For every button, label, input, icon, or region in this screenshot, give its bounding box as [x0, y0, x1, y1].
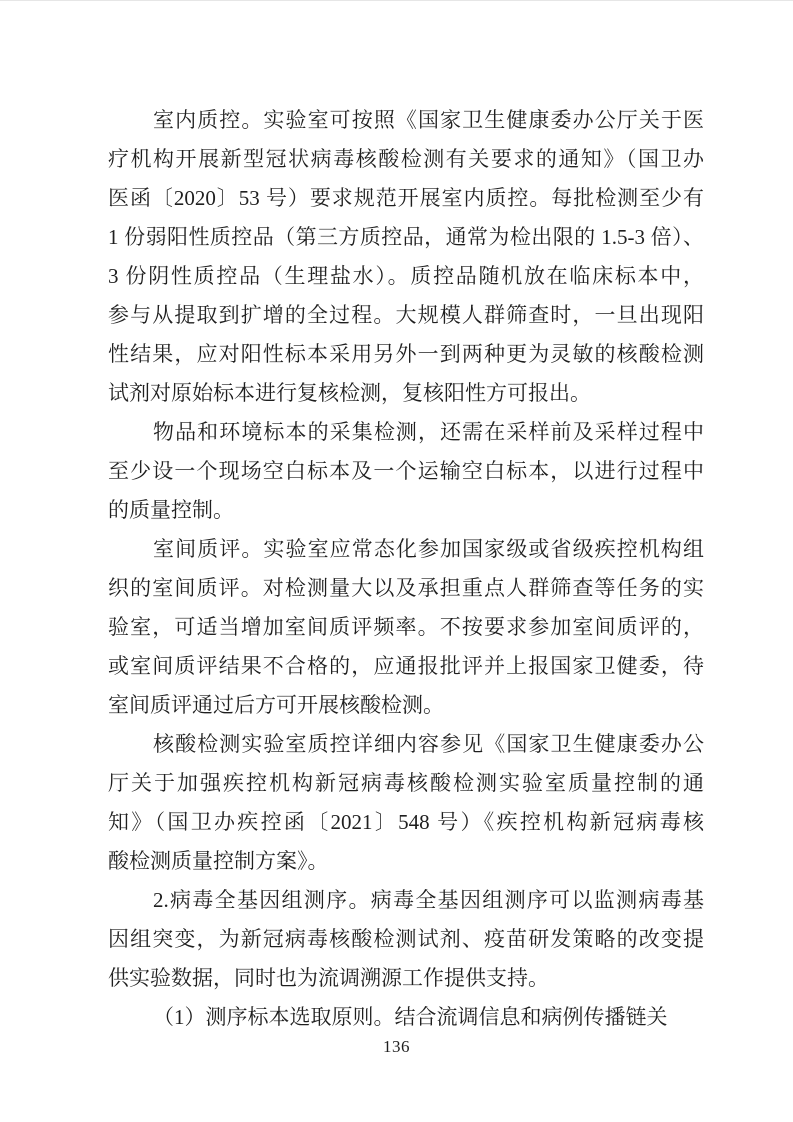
text-line: 织的室间质评。对检测量大以及承担重点人群筛查等任务的实 [108, 576, 704, 600]
text-line: 参与从提取到扩增的全过程。大规模人群筛查时，一旦出现阳 [108, 303, 704, 327]
text-line: （1）测序标本选取原则。结合流调信息和病例传播链关 [153, 1005, 668, 1029]
text-line: 厅关于加强疾控机构新冠病毒核酸检测实验室质量控制的通 [108, 771, 704, 795]
paragraph [108, 101, 704, 413]
paragraph [108, 413, 704, 530]
text-line: 的质量控制。 [108, 498, 234, 522]
text-line: 医函〔2020〕53 号）要求规范开展室内质控。每批检测至少有 [108, 186, 704, 210]
text-line: 1 份弱阳性质控品（第三方质控品，通常为检出限的 1.5-3 倍）、 [108, 225, 704, 249]
text-line: 室间质评通过后方可开展核酸检测。 [108, 693, 444, 717]
page-number: 136 [383, 1037, 410, 1056]
text-line: 物品和环境标本的采集检测，还需在采样前及采样过程中 [153, 420, 704, 444]
paragraph [108, 725, 704, 881]
text-line: 知》（国卫办疾控函〔2021〕548 号）《疾控机构新冠病毒核 [108, 810, 704, 834]
text-line: 验室，可适当增加室间质评频率。不按要求参加室间质评的， [108, 615, 704, 639]
text-line: 试剂对原始标本进行复核检测，复核阳性方可报出。 [108, 381, 591, 405]
text-line: 核酸检测实验室质控详细内容参见《国家卫生健康委办公 [153, 732, 704, 756]
paragraph [108, 530, 704, 725]
text-line: 或室间质评结果不合格的，应通报批评并上报国家卫健委，待 [108, 654, 704, 678]
text-line: 3 份阴性质控品（生理盐水）。质控品随机放在临床标本中， [108, 264, 704, 288]
text-line: 2.病毒全基因组测序。病毒全基因组测序可以监测病毒基 [153, 888, 704, 912]
text-line: 酸检测质量控制方案》。 [108, 849, 329, 873]
text-line: 疗机构开展新型冠状病毒核酸检测有关要求的通知》（国卫办 [108, 147, 704, 171]
text-line: 室间质评。实验室应常态化参加国家级或省级疾控机构组 [153, 537, 704, 561]
text-line: 因组突变，为新冠病毒核酸检测试剂、疫苗研发策略的改变提 [108, 927, 704, 951]
text-line: 室内质控。实验室可按照《国家卫生健康委办公厅关于医 [153, 108, 704, 132]
text-line: 供实验数据，同时也为流调溯源工作提供支持。 [108, 966, 549, 990]
text-line: 性结果，应对阳性标本采用另外一到两种更为灵敏的核酸检测 [108, 342, 704, 366]
paragraph [108, 881, 704, 998]
text-block [108, 101, 704, 1037]
paragraph [108, 998, 704, 1037]
text-line: 至少设一个现场空白标本及一个运输空白标本，以进行过程中 [108, 459, 704, 483]
